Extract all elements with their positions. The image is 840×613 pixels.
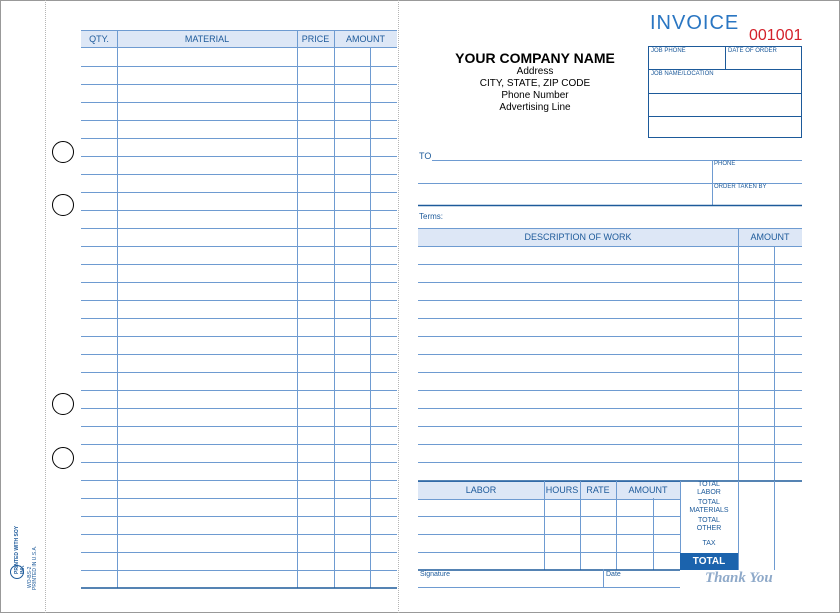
form-code: WO-BS-2 <box>27 566 33 588</box>
material-table-grid <box>81 30 397 590</box>
perforation-line <box>398 0 399 613</box>
total-label: TOTAL <box>680 553 738 570</box>
material-header: MATERIAL <box>184 34 230 44</box>
labor-table-grid <box>418 480 802 572</box>
company-address: Address <box>516 66 554 77</box>
work-amount-header: AMOUNT <box>750 232 790 242</box>
signature-label: Signature <box>420 571 450 578</box>
labor-amount-header: AMOUNT <box>628 485 668 495</box>
binding-hole <box>52 194 74 216</box>
date-label: Date <box>606 571 621 578</box>
job-info-box <box>648 46 802 138</box>
material-table <box>81 30 397 588</box>
total-other-label: TOTAL OTHER <box>696 517 722 532</box>
labor-table <box>418 480 802 570</box>
job-box-row-line <box>649 93 801 94</box>
qty-header: QTY. <box>89 34 109 44</box>
terms-label: Terms: <box>419 212 443 221</box>
total-materials-label: TOTAL MATERIALS <box>689 499 729 514</box>
job-box-row-line <box>649 69 801 70</box>
invoice-number: 001001 <box>749 27 803 44</box>
invoice-title: INVOICE <box>650 12 740 34</box>
to-label: TO <box>419 151 432 161</box>
signature-lines <box>418 569 688 589</box>
binding-hole <box>52 393 74 415</box>
work-table <box>418 228 802 480</box>
company-advert: Advertising Line <box>499 102 571 113</box>
job-box-divider <box>725 47 726 69</box>
amount-header: AMOUNT <box>346 34 385 44</box>
thank-you-text: Thank You <box>705 570 773 586</box>
company-block <box>440 50 630 114</box>
company-city: CITY, STATE, ZIP CODE <box>479 78 591 89</box>
order-taken-by-label: ORDER TAKEN BY <box>714 184 767 190</box>
work-table-grid <box>418 228 802 480</box>
company-name: YOUR COMPANY NAME <box>455 50 615 66</box>
rate-header: RATE <box>586 485 610 495</box>
printed-in-usa: PRINTED IN U.S.A. <box>32 545 38 590</box>
price-header: PRICE <box>301 34 330 44</box>
binding-hole <box>52 447 74 469</box>
job-phone-label: JOB PHONE <box>651 48 686 54</box>
binding-margin-line <box>45 0 46 613</box>
binding-hole <box>52 141 74 163</box>
job-box-row-line <box>649 116 801 117</box>
job-name-label: JOB NAME/LOCATION <box>651 71 714 77</box>
phone-label: PHONE <box>714 161 736 167</box>
company-phone: Phone Number <box>501 90 569 101</box>
labor-header: LABOR <box>465 485 497 495</box>
date-of-order-label: DATE OF ORDER <box>728 48 777 54</box>
total-labor-label: TOTAL LABOR <box>697 481 721 496</box>
soy-ink-text: PRINTED WITH SOY INK <box>14 526 26 574</box>
tax-label: TAX <box>702 540 716 547</box>
hours-header: HOURS <box>545 485 579 495</box>
description-header: DESCRIPTION OF WORK <box>524 232 632 242</box>
